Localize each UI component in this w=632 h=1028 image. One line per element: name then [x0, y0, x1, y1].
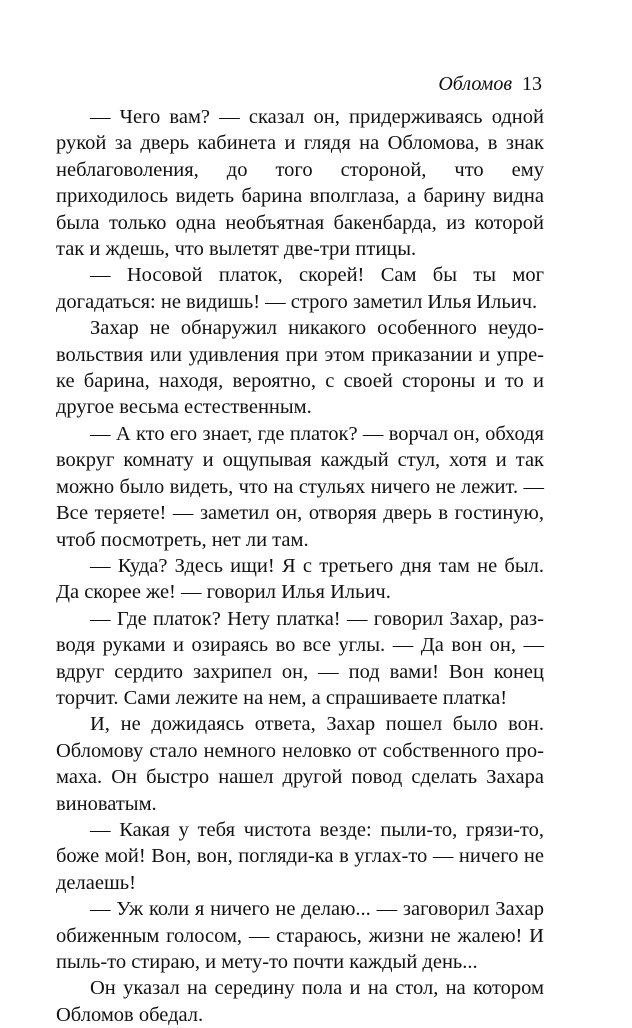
paragraph: Он указал на середину пола и на стол, на котором Обломов обедал.: [56, 977, 544, 1026]
paragraph: — Какая у тебя чистота везде: пыли-то, грязи-то, боже мой! Вон, вон, погляди-ка в углах-то — ничего не делаешь!: [56, 818, 544, 894]
paragraph: — Чего вам? — сказал он, придерживаясь одной рукой за дверь кабинета и глядя на Обломова, в знак неблаговоления, до того стороной, что ему приходилось видеть барина вполглаза, а барину видна была только одна необъятная бакенбарда, из которой так и ждешь, что вылетят две-три птицы.: [56, 106, 544, 261]
paragraph: И, не дожидаясь ответа, Захар пошел было вон. Обломову стало немного неловко от собственного промаха. Он быстро нашел другой повод сделать Захара виноватым.: [56, 713, 544, 815]
paragraph: — Уж коли я ничего не делаю... — заговорил Захар обиженным голосом, — стараюсь, жизни не жалею! И пыль-то стираю, и мету-то почти каждый день...: [56, 898, 544, 973]
paragraph: Захар не обнаружил никакого особенного неудовольствия или удивления при этом приказании и упреке барина, находя, вероятно, с своей стороны и то и другое весьма естественным.: [56, 317, 544, 419]
page-number: 13: [522, 73, 542, 95]
running-header: [438, 72, 542, 96]
paragraph: — Носовой платок, скорей! Сам бы ты мог догадаться: не видишь! — строго заметил Илья Ильич.: [56, 264, 544, 313]
body-text: [56, 104, 544, 1028]
paragraph: — Куда? Здесь ищи! Я с третьего дня там не был. Да скорее же! — говорил Илья Ильич.: [56, 554, 544, 604]
paragraph: — Где платок? Нету платка! — говорил Захар, разводя руками и озираясь во все углы. — Да вон он, — вдруг сердито захрипел он, — под вами! Вон конец торчит. Сами лежите на нем, а спрашиваете платка!: [56, 607, 544, 709]
paragraph: — А кто его знает, где платок? — ворчал он, обходя вокруг комнату и ощупывая каждый стул, хотя и так можно было видеть, что на стульях ничего не лежит. — Все теряете! — заметил он, отворяя дверь в гостиную, чтоб посмотреть, нет ли там.: [56, 422, 544, 551]
running-title: Обломов: [438, 73, 512, 95]
